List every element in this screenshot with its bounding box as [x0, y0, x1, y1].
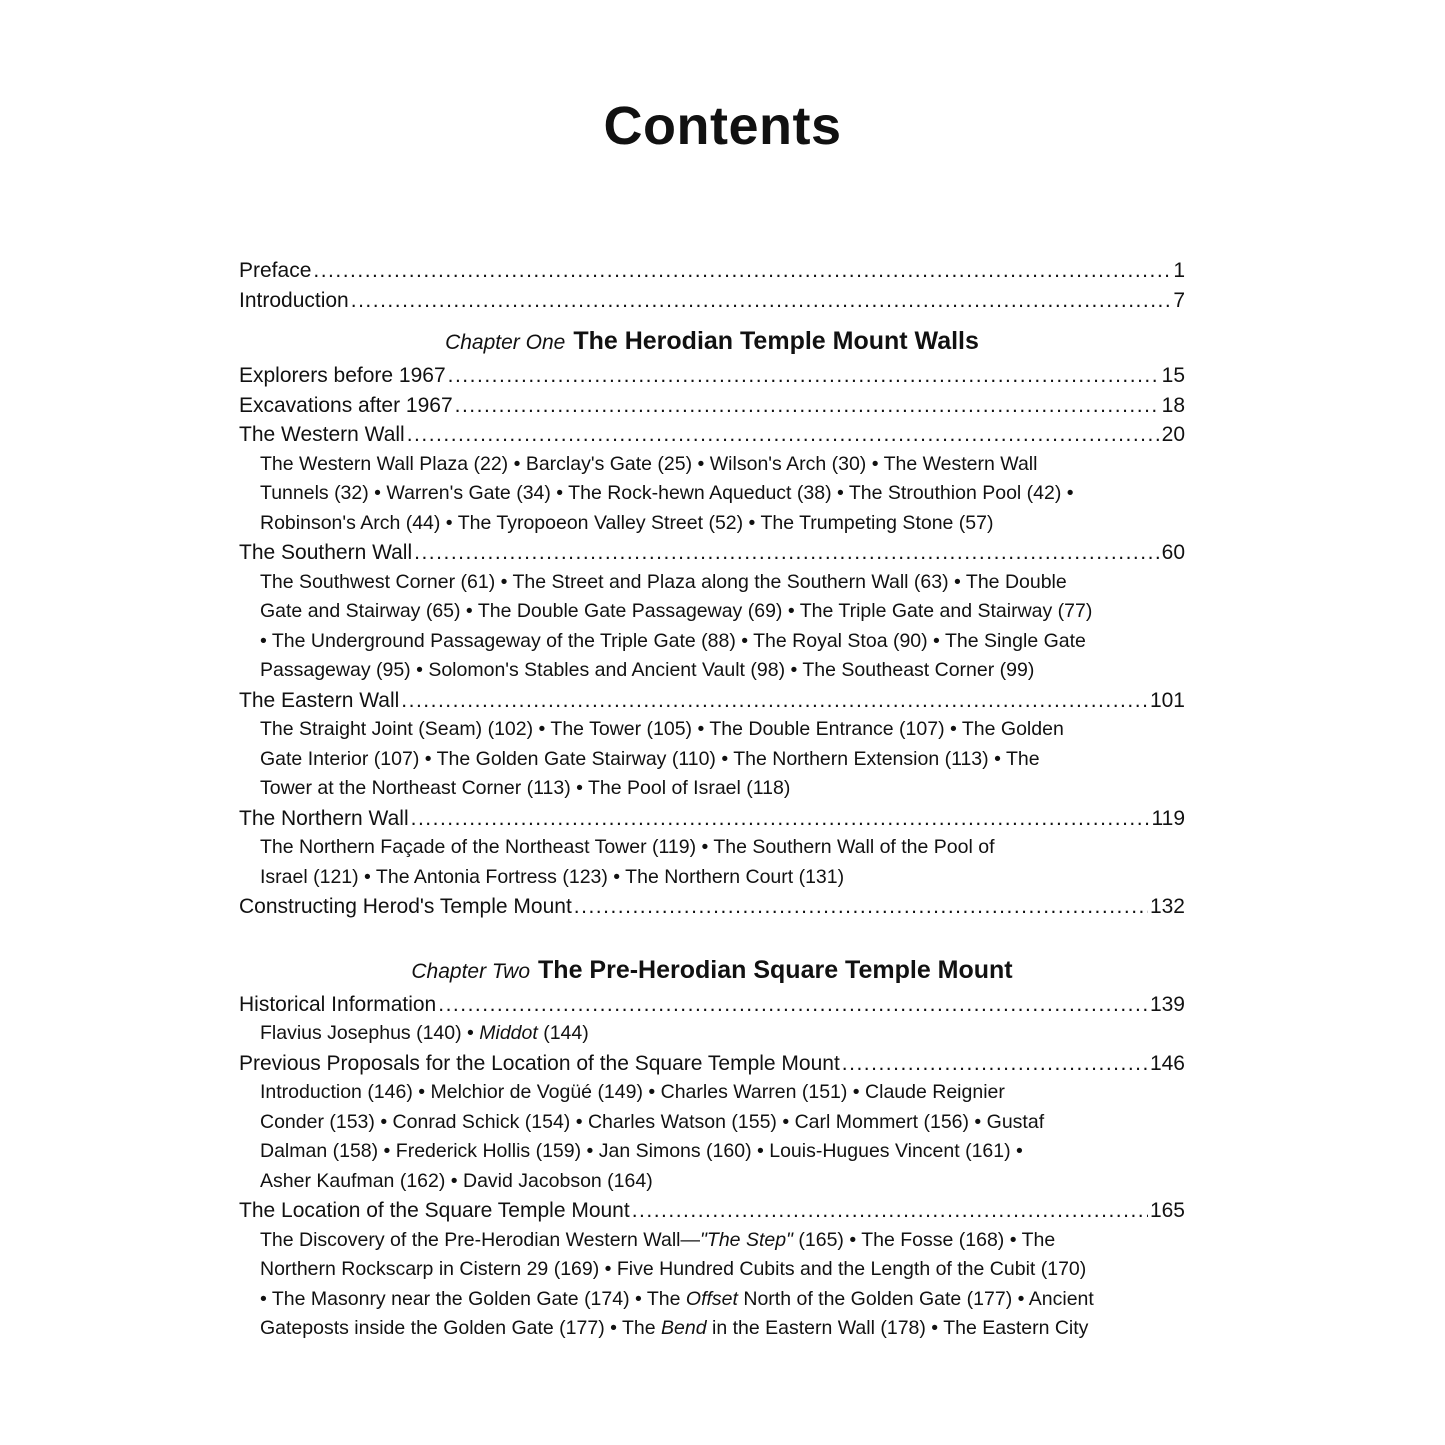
subentry-italic: Middot — [479, 1022, 538, 1044]
subentry-line: Robinson's Arch (44) • The Tyropoeon Valley Street (52) • The Trumpeting Stone (57) — [260, 511, 994, 534]
entry-label: The Eastern Wall — [239, 688, 400, 712]
dot-leader — [414, 538, 1160, 568]
toc-entry-historical[interactable] — [239, 990, 1185, 1020]
toc-entry-eastern-wall[interactable] — [239, 686, 1185, 716]
dot-leader — [455, 391, 1160, 421]
entry-page: 60 — [1161, 541, 1185, 564]
subentry-text: • The Masonry near the Golden Gate (174) • The — [260, 1287, 686, 1310]
entry-label: The Northern Wall — [239, 806, 409, 830]
toc-entry-constructing[interactable] — [239, 892, 1185, 922]
entry-page: 20 — [1161, 423, 1185, 446]
entry-label: Introduction — [239, 288, 349, 312]
subentry-line: The Western Wall Plaza (22) • Barclay's Gate (25) • Wilson's Arch (30) • The Western Wall — [260, 452, 1038, 475]
entry-label: Historical Information — [239, 992, 437, 1016]
entry-label: The Southern Wall — [239, 541, 413, 564]
subentry-line: Tower at the Northeast Corner (113) • The Pool of Israel (118) — [260, 777, 791, 799]
dot-leader — [574, 892, 1148, 922]
entry-label: Preface — [239, 259, 312, 282]
subentry-italic: Offset — [685, 1287, 738, 1310]
subentry-line: • The Underground Passageway of the Triple Gate (88) • The Royal Stoa (90) • The Single Gate — [260, 629, 1086, 652]
entry-page: 7 — [1173, 288, 1185, 312]
page-title: Contents — [603, 96, 842, 156]
subentry-italic: Bend — [661, 1317, 707, 1339]
subentry-text: (144) — [537, 1022, 589, 1044]
entry-page: 18 — [1161, 393, 1185, 417]
entry-label: Explorers before 1967 — [239, 364, 446, 387]
subentry-line: Northern Rockscarp in Cistern 29 (169) • Five Hundred Cubits and the Length of the Cubit (170) — [260, 1258, 1087, 1280]
subentry-text: in the Eastern Wall (178) • The Eastern City — [706, 1317, 1089, 1339]
dot-leader — [313, 256, 1171, 286]
dot-leader — [411, 804, 1150, 834]
dot-leader — [407, 420, 1160, 450]
chapter-two-heading — [239, 950, 1185, 990]
entry-page: 146 — [1149, 1051, 1185, 1075]
table-of-contents — [239, 256, 1185, 1344]
entry-page: 1 — [1173, 259, 1185, 282]
entry-page: 139 — [1149, 992, 1185, 1016]
toc-entry-excavations[interactable] — [239, 391, 1185, 421]
toc-entry-northern-wall[interactable] — [239, 804, 1185, 834]
chapter-number: Chapter Two — [411, 959, 531, 983]
dot-leader — [842, 1049, 1148, 1079]
subentry-line: The Straight Joint (Seam) (102) • The Tower (105) • The Double Entrance (107) • The Golden — [260, 718, 1064, 740]
toc-entry-southern-wall[interactable] — [239, 538, 1185, 568]
dot-leader — [448, 361, 1160, 391]
subentry-line: The Northern Façade of the Northeast Tower (119) • The Southern Wall of the Pool of — [260, 836, 995, 858]
subentry-line: Gate Interior (107) • The Golden Gate Stairway (110) • The Northern Extension (113) • The — [260, 747, 1040, 770]
entry-page: 101 — [1149, 688, 1185, 712]
subentry-line: Asher Kaufman (162) • David Jacobson (164) — [260, 1169, 653, 1192]
toc-entry-introduction[interactable] — [239, 286, 1185, 316]
chapter-title: The Herodian Temple Mount Walls — [573, 327, 979, 355]
subentry-line: Israel (121) • The Antonia Fortress (123) • The Northern Court (131) — [260, 865, 845, 888]
subentry-line: Conder (153) • Conrad Schick (154) • Charles Watson (155) • Carl Mommert (156) • Gustaf — [260, 1110, 1045, 1133]
subentry-text: The Discovery of the Pre-Herodian Western Wall— — [260, 1228, 700, 1251]
chapter-title: The Pre-Herodian Square Temple Mount — [538, 955, 1013, 984]
subentry-text: Gateposts inside the Golden Gate (177) • The — [260, 1317, 662, 1339]
subentry-italic: "The Step" — [700, 1228, 793, 1251]
entry-page: 132 — [1149, 895, 1185, 918]
subentry-line: Introduction (146) • Melchior de Vogüé (149) • Charles Warren (151) • Claude Reignier — [260, 1081, 1005, 1103]
subentry-text: North of the Golden Gate (177) • Ancient — [737, 1287, 1094, 1310]
subentry-line: Dalman (158) • Frederick Hollis (159) • Jan Simons (160) • Louis-Hugues Vincent (161) • — [260, 1140, 1023, 1162]
entry-label: Constructing Herod's Temple Mount — [239, 895, 572, 918]
entry-page: 119 — [1151, 806, 1185, 830]
entry-label: Excavations after 1967 — [239, 393, 453, 417]
toc-entry-explorers[interactable] — [239, 361, 1185, 391]
entry-label: The Western Wall — [239, 423, 405, 446]
subentry-text: Flavius Josephus (140) • — [260, 1022, 480, 1044]
subentry-line — [239, 1226, 1185, 1256]
chapter-one-heading — [239, 321, 1185, 361]
subentry-text: (165) • The Fosse (168) • The — [792, 1228, 1056, 1251]
toc-entry-preface[interactable] — [239, 256, 1185, 286]
subentry-line: The Southwest Corner (61) • The Street and Plaza along the Southern Wall (63) • The Double — [260, 570, 1067, 593]
dot-leader — [632, 1196, 1148, 1226]
entry-label: The Location of the Square Temple Mount — [239, 1199, 630, 1222]
subentry-line — [239, 1314, 1185, 1344]
toc-entry-western-wall[interactable] — [239, 420, 1185, 450]
toc-entry-previous-proposals[interactable] — [239, 1049, 1185, 1079]
dot-leader — [438, 990, 1148, 1020]
dot-leader — [351, 286, 1172, 316]
subentry-line — [239, 1285, 1185, 1315]
spacer — [239, 922, 1185, 950]
chapter-number: Chapter One — [445, 331, 566, 354]
subentry-line: Tunnels (32) • Warren's Gate (34) • The Rock-hewn Aqueduct (38) • The Strouthion Pool (42) • — [260, 482, 1074, 504]
entry-page: 15 — [1161, 364, 1185, 387]
entry-page: 165 — [1149, 1199, 1185, 1222]
subentry-line: Gate and Stairway (65) • The Double Gate Passageway (69) • The Triple Gate and Stairway (77) — [260, 600, 1093, 622]
subentry-line — [239, 1019, 1185, 1049]
dot-leader — [401, 686, 1148, 716]
subentry-line: Passageway (95) • Solomon's Stables and Ancient Vault (98) • The Southeast Corner (99) — [260, 659, 1035, 681]
toc-entry-location[interactable] — [239, 1196, 1185, 1226]
entry-label: Previous Proposals for the Location of the Square Temple Mount — [239, 1051, 840, 1075]
